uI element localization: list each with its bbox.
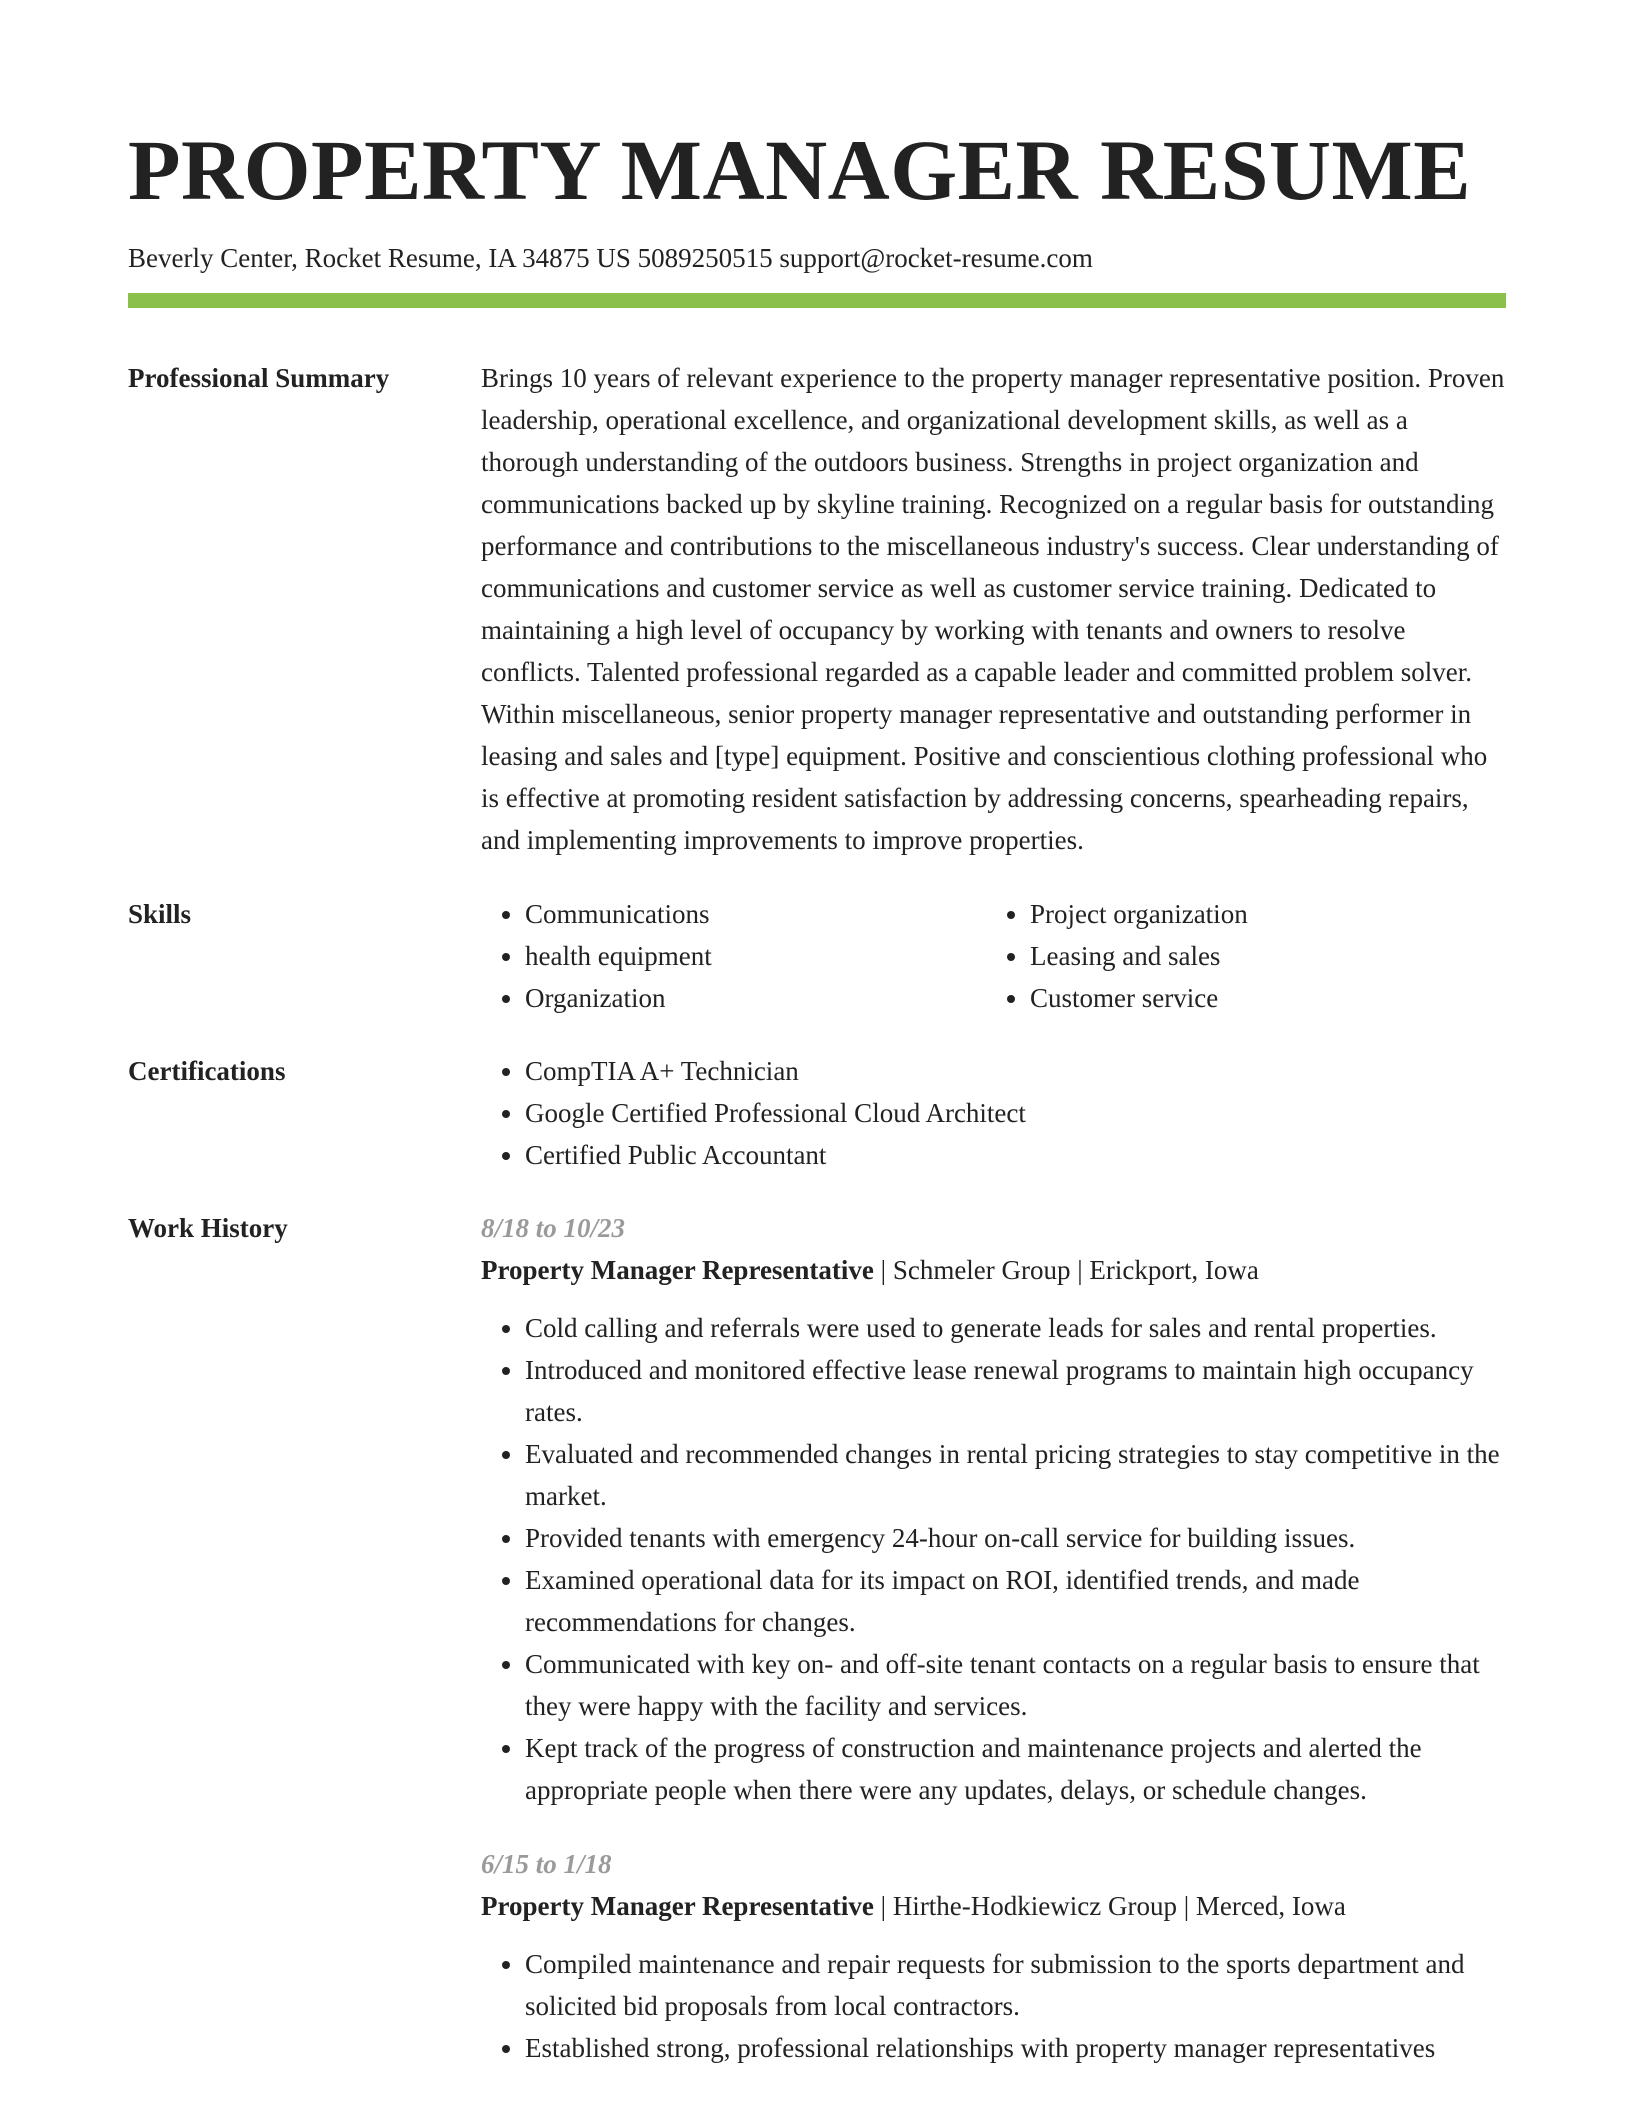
- certifications-label: Certifications: [128, 1056, 286, 1086]
- skill-item: • Leasing and sales: [1030, 935, 1491, 977]
- work-history-section: [128, 1207, 1506, 2069]
- contact-line: [128, 242, 1506, 274]
- certifications-list: [481, 1050, 1506, 1176]
- skill-item: • Organization: [525, 977, 986, 1019]
- contact-email: support@rocket-resume.com: [779, 243, 1093, 273]
- job-bullet-list: [481, 1943, 1506, 2069]
- job-bullet: • Compiled maintenance and repair requests for submission to the sports department and solicited bid proposals from local contractors.: [525, 1943, 1506, 2027]
- skill-item: • Customer service: [1030, 977, 1491, 1019]
- resume-page: [128, 120, 1506, 2069]
- job-location: Erickport, Iowa: [1089, 1255, 1259, 1285]
- skills-list-left: [481, 893, 986, 1019]
- accent-divider: [128, 293, 1506, 308]
- skill-item: • Communications: [525, 893, 986, 935]
- skills-label: Skills: [128, 899, 192, 929]
- skills-list-right: [986, 893, 1491, 1019]
- job-bullet: • Kept track of the progress of construction and maintenance projects and alerted the appropriate people when there were any updates, delays, or schedule changes.: [525, 1727, 1506, 1811]
- summary-text: Brings 10 years of relevant experience to the property manager representative position. Proven leadership, operational excellence, and organizational development skills, as well as a thorough understanding of the outdoors business. Strengths in project organization and communications backed up by skyline training. Recognized on a regular basis for outstanding performance and contributions to the miscellaneous industry's success. Clear understanding of communications and customer service as well as customer service training. Dedicated to maintaining a high level of occupancy by working with tenants and owners to resolve conflicts. Talented professional regarded as a capable leader and committed problem solver. Within miscellaneous, senior property manager representative and outstanding performer in leasing and sales and [type] equipment. Positive and conscientious clothing professional who is effective at promoting resident satisfaction by addressing concerns, spearheading repairs, and implementing improvements to improve properties.: [481, 363, 1505, 855]
- job-heading: Property Manager Representative | Schmeler Group | Erickport, Iowa: [481, 1255, 1259, 1285]
- job-company: Schmeler Group: [892, 1255, 1071, 1285]
- job-bullet: • Introduced and monitored effective lease renewal programs to maintain high occupancy rates.: [525, 1349, 1506, 1433]
- job-title: Property Manager Representative: [481, 1255, 874, 1285]
- summary-label: Professional Summary: [128, 363, 390, 393]
- certification-item: • Google Certified Professional Cloud Architect: [525, 1092, 1506, 1134]
- job-location: Merced, Iowa: [1195, 1891, 1346, 1921]
- job-bullet: • Cold calling and referrals were used to generate leads for sales and rental properties.: [525, 1307, 1506, 1349]
- skill-item: • health equipment: [525, 935, 986, 977]
- job-bullet: • Established strong, professional relationships with property manager representatives: [525, 2027, 1506, 2069]
- job-entry: [481, 1843, 1506, 2069]
- contact-phone: 5089250515: [637, 243, 773, 273]
- skill-item: • Project organization: [1030, 893, 1491, 935]
- skills-grid: [481, 893, 1506, 1019]
- job-dates: 8/18 to 10/23: [481, 1213, 626, 1243]
- skills-section: [128, 893, 1506, 1019]
- resume-title: PROPERTY MANAGER RESUME: [128, 122, 1472, 218]
- job-dates: 6/15 to 1/18: [481, 1849, 612, 1879]
- job-heading: Property Manager Representative | Hirthe-Hodkiewicz Group | Merced, Iowa: [481, 1891, 1346, 1921]
- certifications-section: [128, 1050, 1506, 1176]
- job-entry: [481, 1207, 1506, 1811]
- work-history-label: Work History: [128, 1213, 288, 1243]
- certification-item: • CompTIA A+ Technician: [525, 1050, 1506, 1092]
- job-bullet: • Evaluated and recommended changes in rental pricing strategies to stay competitive in the market.: [525, 1433, 1506, 1517]
- job-title: Property Manager Representative: [481, 1891, 874, 1921]
- summary-section: [128, 357, 1506, 861]
- job-bullet: • Communicated with key on- and off-site tenant contacts on a regular basis to ensure that they were happy with the facility and services.: [525, 1643, 1506, 1727]
- certification-item: • Certified Public Accountant: [525, 1134, 1506, 1176]
- job-bullet-list: [481, 1307, 1506, 1811]
- job-company: Hirthe-Hodkiewicz Group: [892, 1891, 1177, 1921]
- contact-address: Beverly Center, Rocket Resume, IA 34875 US: [128, 243, 631, 273]
- job-bullet: • Examined operational data for its impact on ROI, identified trends, and made recommendations for changes.: [525, 1559, 1506, 1643]
- job-bullet: • Provided tenants with emergency 24-hour on-call service for building issues.: [525, 1517, 1506, 1559]
